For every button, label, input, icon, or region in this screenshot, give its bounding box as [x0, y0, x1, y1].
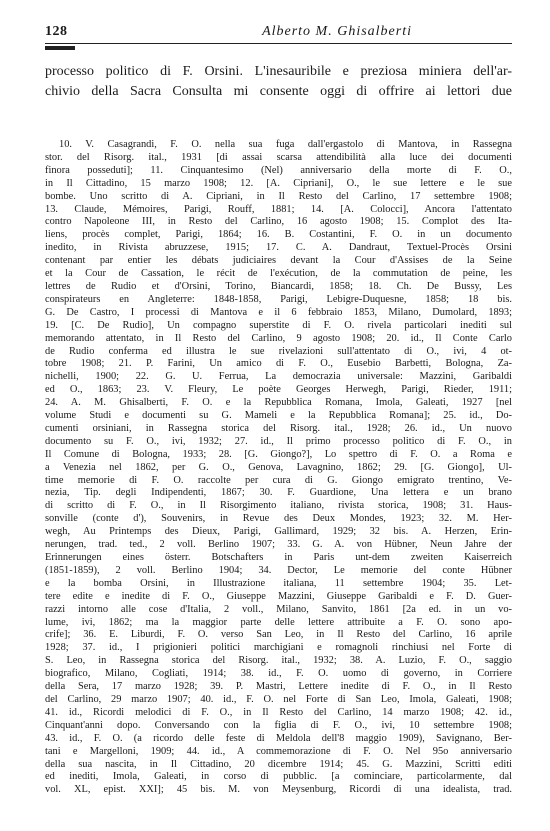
footnote-line: di scritto di F. O., in Il Risorgimento italiano, rivista storica, 1908; 31. Haus- — [45, 500, 512, 512]
footnote-line: Il Comune di Bologna, 1933; 28. [G. Giongo?], Lo spettro di F. O. a Roma e — [45, 448, 512, 460]
footnote-line: nerungen, trad. ted., 2 voll. Berlino 1907; 33. G. A. von Hübner, Neun Jahre der — [45, 539, 512, 551]
header-ornament — [45, 46, 75, 50]
footnote-line: tani e Margelloni, 1909; 44. id., A commemorazione di F. O. Nel 95o anniversario — [45, 745, 512, 757]
footnote-line: contro Napoleone III, in Resto del Carlino, 16 agosto 1908; 15. Complot des Ita- — [45, 216, 512, 228]
body-line: processo politico di F. Orsini. L'inesauribile e preziosa miniera dell'ar- — [45, 64, 512, 79]
footnote-line: della Sera, 17 marzo 1928; 39. P. Mastri, Lettere inedite di F. O., in Il Resto — [45, 681, 512, 693]
footnote-line: (1851-1859), 2 voll. Berlino 1904; 34. Dector, Le memorie del conte Hübner — [45, 564, 512, 576]
footnote-line: G. De Castro, I processi di Mantova e il 6 febbraio 1853, Milano, Dumolard, 1893; — [45, 306, 512, 318]
footnote-line: inedito, in Rivista abruzzese, 1915; 17. C. A. Dandraut, Textuel-Procès Orsini — [45, 242, 512, 254]
footnote-line: memorando attentato, in Il Resto del Carlino, 9 agosto 1908; 20. id., Il Conte Carlo — [45, 332, 512, 344]
footnote-line: 19. [C. De Rudio], Un compagno superstite di F. O. rivela particolari inediti sul — [45, 319, 512, 331]
footnote-line: et la Cour de Cassation, le récit de l'exécution, de la commutation de peine, les — [45, 268, 512, 280]
running-title: Alberto M. Ghisalberti — [262, 24, 412, 39]
footnote-line: liens, procès complet, Parigi, 1864; 16. B. Costantini, F. O. in un documento — [45, 229, 512, 241]
footnote-line: della sua nascita, in Il Cittadino, 20 dicembre 1914; 45. G. Mazzini, Scritti editi — [45, 758, 512, 770]
footnote-line: S. Leo, in Rassegna storica del Risorg. ital., 1932; 38. A. Luzio, F. O., saggio — [45, 655, 512, 667]
footnote-line: 43. id., F. O. (a ricordo delle feste di Meldola dell'8 maggio 1909), Savignano, Ber- — [45, 732, 512, 744]
footnote-line: sonville (conte d'), Souvenirs, in Revue des Deux Mondes, 1923; 32. M. Her- — [45, 513, 512, 525]
footnote-line: in Il Cittadino, 15 marzo 1908; 12. [A. Cipriani], O., le sue lettere e le sue — [45, 177, 512, 189]
footnote-line: contenant par entier les débats judiciaires devant la Cour d'Assises de la Seine — [45, 255, 512, 267]
footnote-line: Cinquant'anni dopo. Conversando con la figlia di F. O., ivi, 10 settembre 1908; — [45, 719, 512, 731]
footnote-line: biografico, Milano, Cogliati, 1914; 38. id., F. O. uomo di governo, in Corriere — [45, 668, 512, 680]
page-number: 128 — [45, 24, 68, 39]
footnote-line: del Carlino, 29 marzo 1907; 40. id., F. O. nel Forte di San Leo, Imola, Galeati, 1908; — [45, 693, 512, 705]
footnote-line: conspirateurs en Angleterre: 1848-1858, Parigi, Lebigre-Duquesne, 1858; 18 bis. — [45, 293, 512, 305]
footnote-line: ed O., 1863; 23. V. Fleury, Le poète Georges Herwegh, Parigi, Rieder, 1911; — [45, 384, 512, 396]
footnote-line: nichelli, 1900; 22. G. U. Ferrua, La democrazia universale: Mazzini, Garibaldi — [45, 371, 512, 383]
footnote-line: de Rudio conferma ed illustra le sue rivelazioni sull'attentato di O., ivi, 4 ot- — [45, 345, 512, 357]
footnote-line: a Venezia nel 1862, per G. O., Genova, Lavagnino, 1862; 29. [G. Giongo], Ul- — [45, 461, 512, 473]
footnote-line: vol. XL, epist. XXI]; 45 bis. M. von Meysenburg, Ricordi di una idealista, trad. — [45, 784, 512, 796]
body-line: chivio della Sacra Consulta mi consente oggi di offrire ai lettori due — [45, 83, 512, 99]
footnote-line: 10. V. Casagrandi, F. O. nella sua fuga dall'ergastolo di Mantova, in Rassegna — [59, 139, 512, 150]
footnote-line: bombe. Uno scritto di A. Cipriani, in Il Resto del Carlino, 17 settembre 1908; — [45, 190, 512, 202]
footnote-line: e la bomba Orsini, in Illustrazione italiana, 11 settembre 1904; 35. Let- — [45, 577, 512, 589]
footnote-line: finora posseduti]; 11. Cinquantesimo (Nel) anniversario della morte di F. O., — [45, 164, 512, 176]
footnote-line: lettres de Rudio et d'Orsini, Torino, Biancardi, 1858; 18. Ch. De Bussy, Les — [45, 280, 512, 292]
footnote-line: Erinnerungen eines österr. Botschafters in Paris unt-dem zweiten Kaiserreich — [45, 552, 512, 563]
footnote-line: stor. del Risorg. ital., 1931 [di assai scarsa attendibilità alla luce dei documenti — [45, 151, 512, 163]
footnote-line: 24. A. M. Ghisalberti, F. O. e la Repubblica Romana, Imola, Galeati, 1927 [nel — [45, 397, 512, 409]
footnote-line: nezia, Tip. degli Indipendenti, 1867; 30. F. Guardione, Una lettera e un brano — [45, 487, 512, 499]
footnote-line: time memorie di F. O. raccolte per cura di G. Giongo emigrato trentino, Ve- — [45, 474, 512, 486]
footnote-line: 13. Claude, Mémoires, Parigi, Rouff, 1881; 14. [A. Colocci], Ancora l'attentato — [45, 203, 512, 215]
footnote-line: razzi intorno alle cose d'Italia, 2 voll., Milano, Sanvito, 1861 [2a ed. in un vo- — [45, 603, 512, 615]
footnote-line: cumenti orsiniani, in Rassegna storica del Risorg. ital., 1928; 26. id., Un nuovo — [45, 422, 512, 434]
footnote-line: lume, ivi, 1862; ma la maggior parte delle lettere attribuite a F. O. sono apo- — [45, 616, 512, 628]
footnote-line: documento su F. O., ivi, 1932; 27. id., Il primo processo politico di F. O., in — [45, 435, 512, 447]
footnote-line: 1928; 37. id., I prigionieri politici marchigiani e romagnoli rinchiusi nel Forte di — [45, 642, 512, 654]
body-paragraph — [45, 62, 512, 101]
footnote-line: tobre 1908; 21. P. Farini, Un amico di F. O., Eusebio Barbetti, Bologna, Za- — [45, 358, 512, 370]
footnote-line: crife]; 36. E. Liburdi, F. O. verso San Leo, in Il Resto del Carlino, 16 aprile — [45, 629, 512, 641]
footnote-line: 41. id., Ricordi melodici di F. O., in Il Resto del Carlino, 14 marzo 1908; 42. id., — [45, 706, 512, 718]
running-header — [45, 16, 512, 44]
footnote-line: tere edite e inedite di F. O., Giuseppe Mazzini, Giuseppe Garibaldi e F. D. Guer- — [45, 590, 512, 602]
footnote-line: ed inediti, Imola, Galeati, in corso di pubblic. [a cominciare, particolarmente, dal — [45, 771, 512, 783]
footnote-line: wegh, Au Printemps des Dieux, Parigi, Gallimard, 1929; 32 bis. A. Herzen, Erin- — [45, 526, 512, 538]
footnote-line: volume Studi e documenti su G. Mameli e la Repubblica Romana]; 25. id., Do- — [45, 410, 512, 422]
footnotes — [45, 139, 512, 797]
